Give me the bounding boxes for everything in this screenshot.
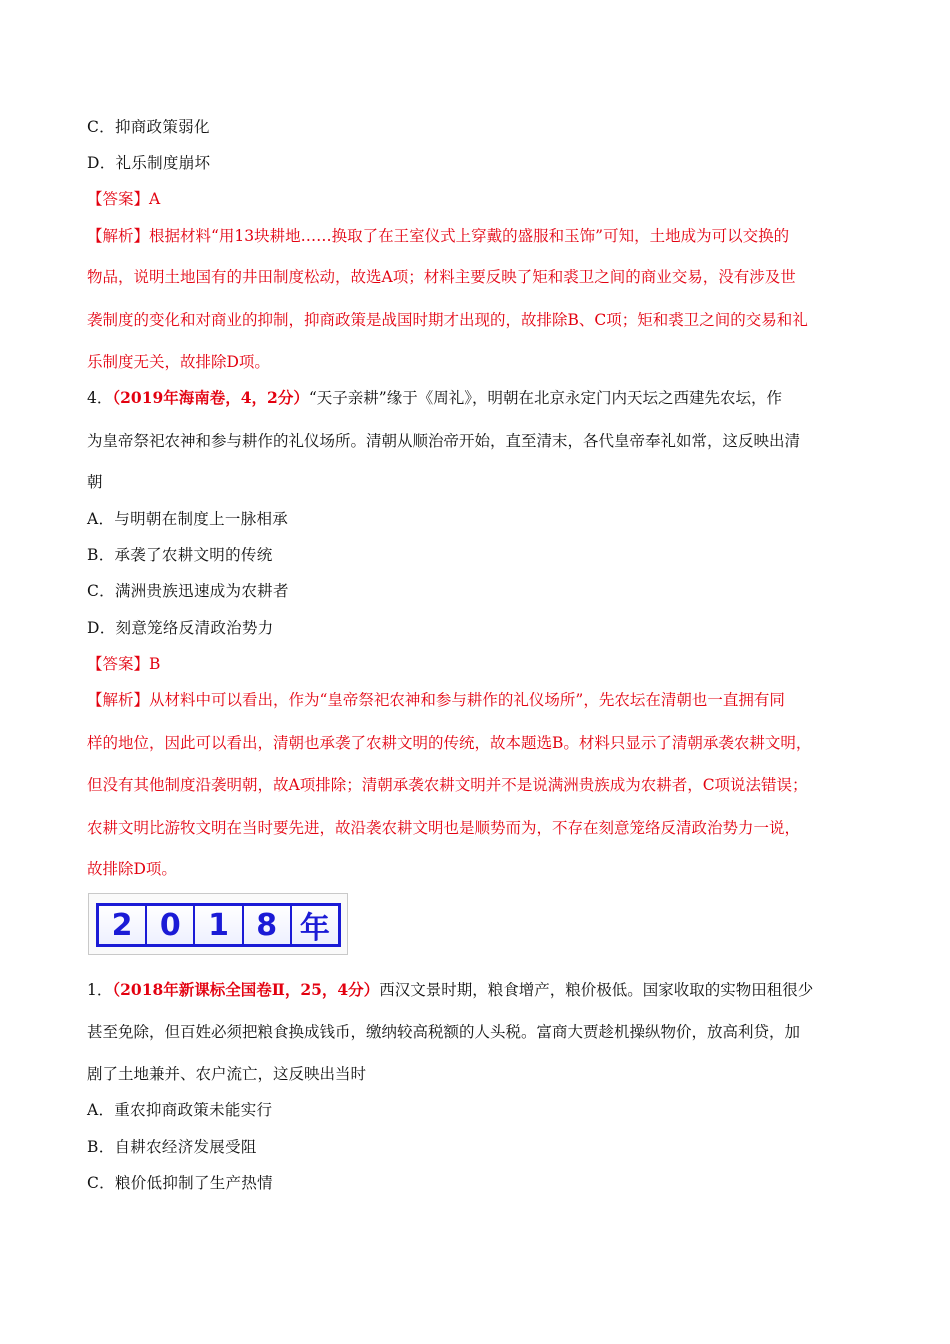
q2018-1-stem-line-2: 甚至免除，但百姓必须把粮食换成钱币，缴纳较高税额的人头税。富商大贾趁机操纵物价，放高利贷，加 <box>87 1023 801 1041</box>
year-badge-2018 <box>88 893 348 955</box>
q4-option-b: B．承袭了农耕文明的传统 <box>87 546 273 564</box>
q4-answer: 【答案】B <box>87 655 161 673</box>
q4-analysis-line-4: 农耕文明比游牧文明在当时要先进，故沿袭农耕文明也是顺势而为，不存在刻意笼络反清政治势力一说， <box>87 819 801 837</box>
q2018-1-option-a: A．重农抑商政策未能实行 <box>87 1101 273 1119</box>
q2018-1-stem-line-1 <box>87 980 877 1000</box>
year-badge-char: 2 <box>99 906 147 944</box>
q4-analysis-line-5: 故排除D项。 <box>87 860 177 878</box>
q4-analysis-line-1: 【解析】从材料中可以看出，作为“皇帝祭祀农神和参与耕作的礼仪场所”，先农坛在清朝也一直拥有同 <box>87 691 785 709</box>
q3-answer: 【答案】A <box>87 190 161 208</box>
q2018-1-number: 1． <box>87 981 113 999</box>
q3-analysis-line-3: 袭制度的变化和对商业的抑制，抑商政策是战国时期才出现的，故排除B、C项；矩和裘卫之间的交易和礼 <box>87 311 808 329</box>
q3-analysis-line-2: 物品，说明土地国有的井田制度松动，故选A项；材料主要反映了矩和裘卫之间的商业交易，没有涉及世 <box>87 268 796 286</box>
year-badge-char: 8 <box>244 906 292 944</box>
q4-stem-line-1 <box>87 388 877 408</box>
year-badge-char: 0 <box>147 906 195 944</box>
q4-stem-line-2: 为皇帝祭祀农神和参与耕作的礼仪场所。清朝从顺治帝开始，直至清末，各代皇帝奉礼如常，这反映出清 <box>87 432 801 450</box>
q3-analysis-line-4: 乐制度无关，故排除D项。 <box>87 353 270 371</box>
year-badge-char: 年 <box>292 906 338 944</box>
q2018-1-source: （2018年新课标全国卷Ⅱ，25，4分） <box>112 980 380 999</box>
q4-stem-line-3: 朝 <box>87 473 103 491</box>
q4-source: （2019年海南卷，4，2分） <box>112 388 309 407</box>
q4-option-c: C．满洲贵族迅速成为农耕者 <box>87 582 289 600</box>
q4-stem-first: “天子亲耕”缘于《周礼》，明朝在北京永定门内天坛之西建先农坛，作 <box>308 389 782 407</box>
q4-analysis-line-2: 样的地位，因此可以看出，清朝也承袭了农耕文明的传统，故本题选B。材料只显示了清朝承袭农耕文明， <box>87 734 812 752</box>
q4-number: 4． <box>87 389 113 407</box>
q2018-1-option-c: C．粮价低抑制了生产热情 <box>87 1174 273 1192</box>
q2018-1-stem-line-3: 剧了土地兼并、农户流亡，这反映出当时 <box>87 1065 367 1083</box>
year-badge-char: 1 <box>195 906 243 944</box>
q4-option-d: D．刻意笼络反清政治势力 <box>87 619 274 637</box>
q2018-1-stem-first: 西汉文景时期，粮食增产，粮价极低。国家收取的实物田租很少 <box>379 981 814 999</box>
q3-analysis-line-1: 【解析】根据材料“用13块耕地……换取了在王室仪式上穿戴的盛服和玉饰”可知，土地成为可以交换的 <box>87 227 790 245</box>
q2018-1-option-b: B．自耕农经济发展受阻 <box>87 1138 257 1156</box>
q3-option-d: D．礼乐制度崩坏 <box>87 154 211 172</box>
q4-analysis-line-3: 但没有其他制度沿袭明朝，故A项排除；清朝承袭农耕文明并不是说满洲贵族成为农耕者，C项说法错误； <box>87 776 808 794</box>
q3-option-c: C．抑商政策弱化 <box>87 118 210 136</box>
year-badge-frame <box>96 903 341 947</box>
q4-option-a: A．与明朝在制度上一脉相承 <box>87 510 289 528</box>
